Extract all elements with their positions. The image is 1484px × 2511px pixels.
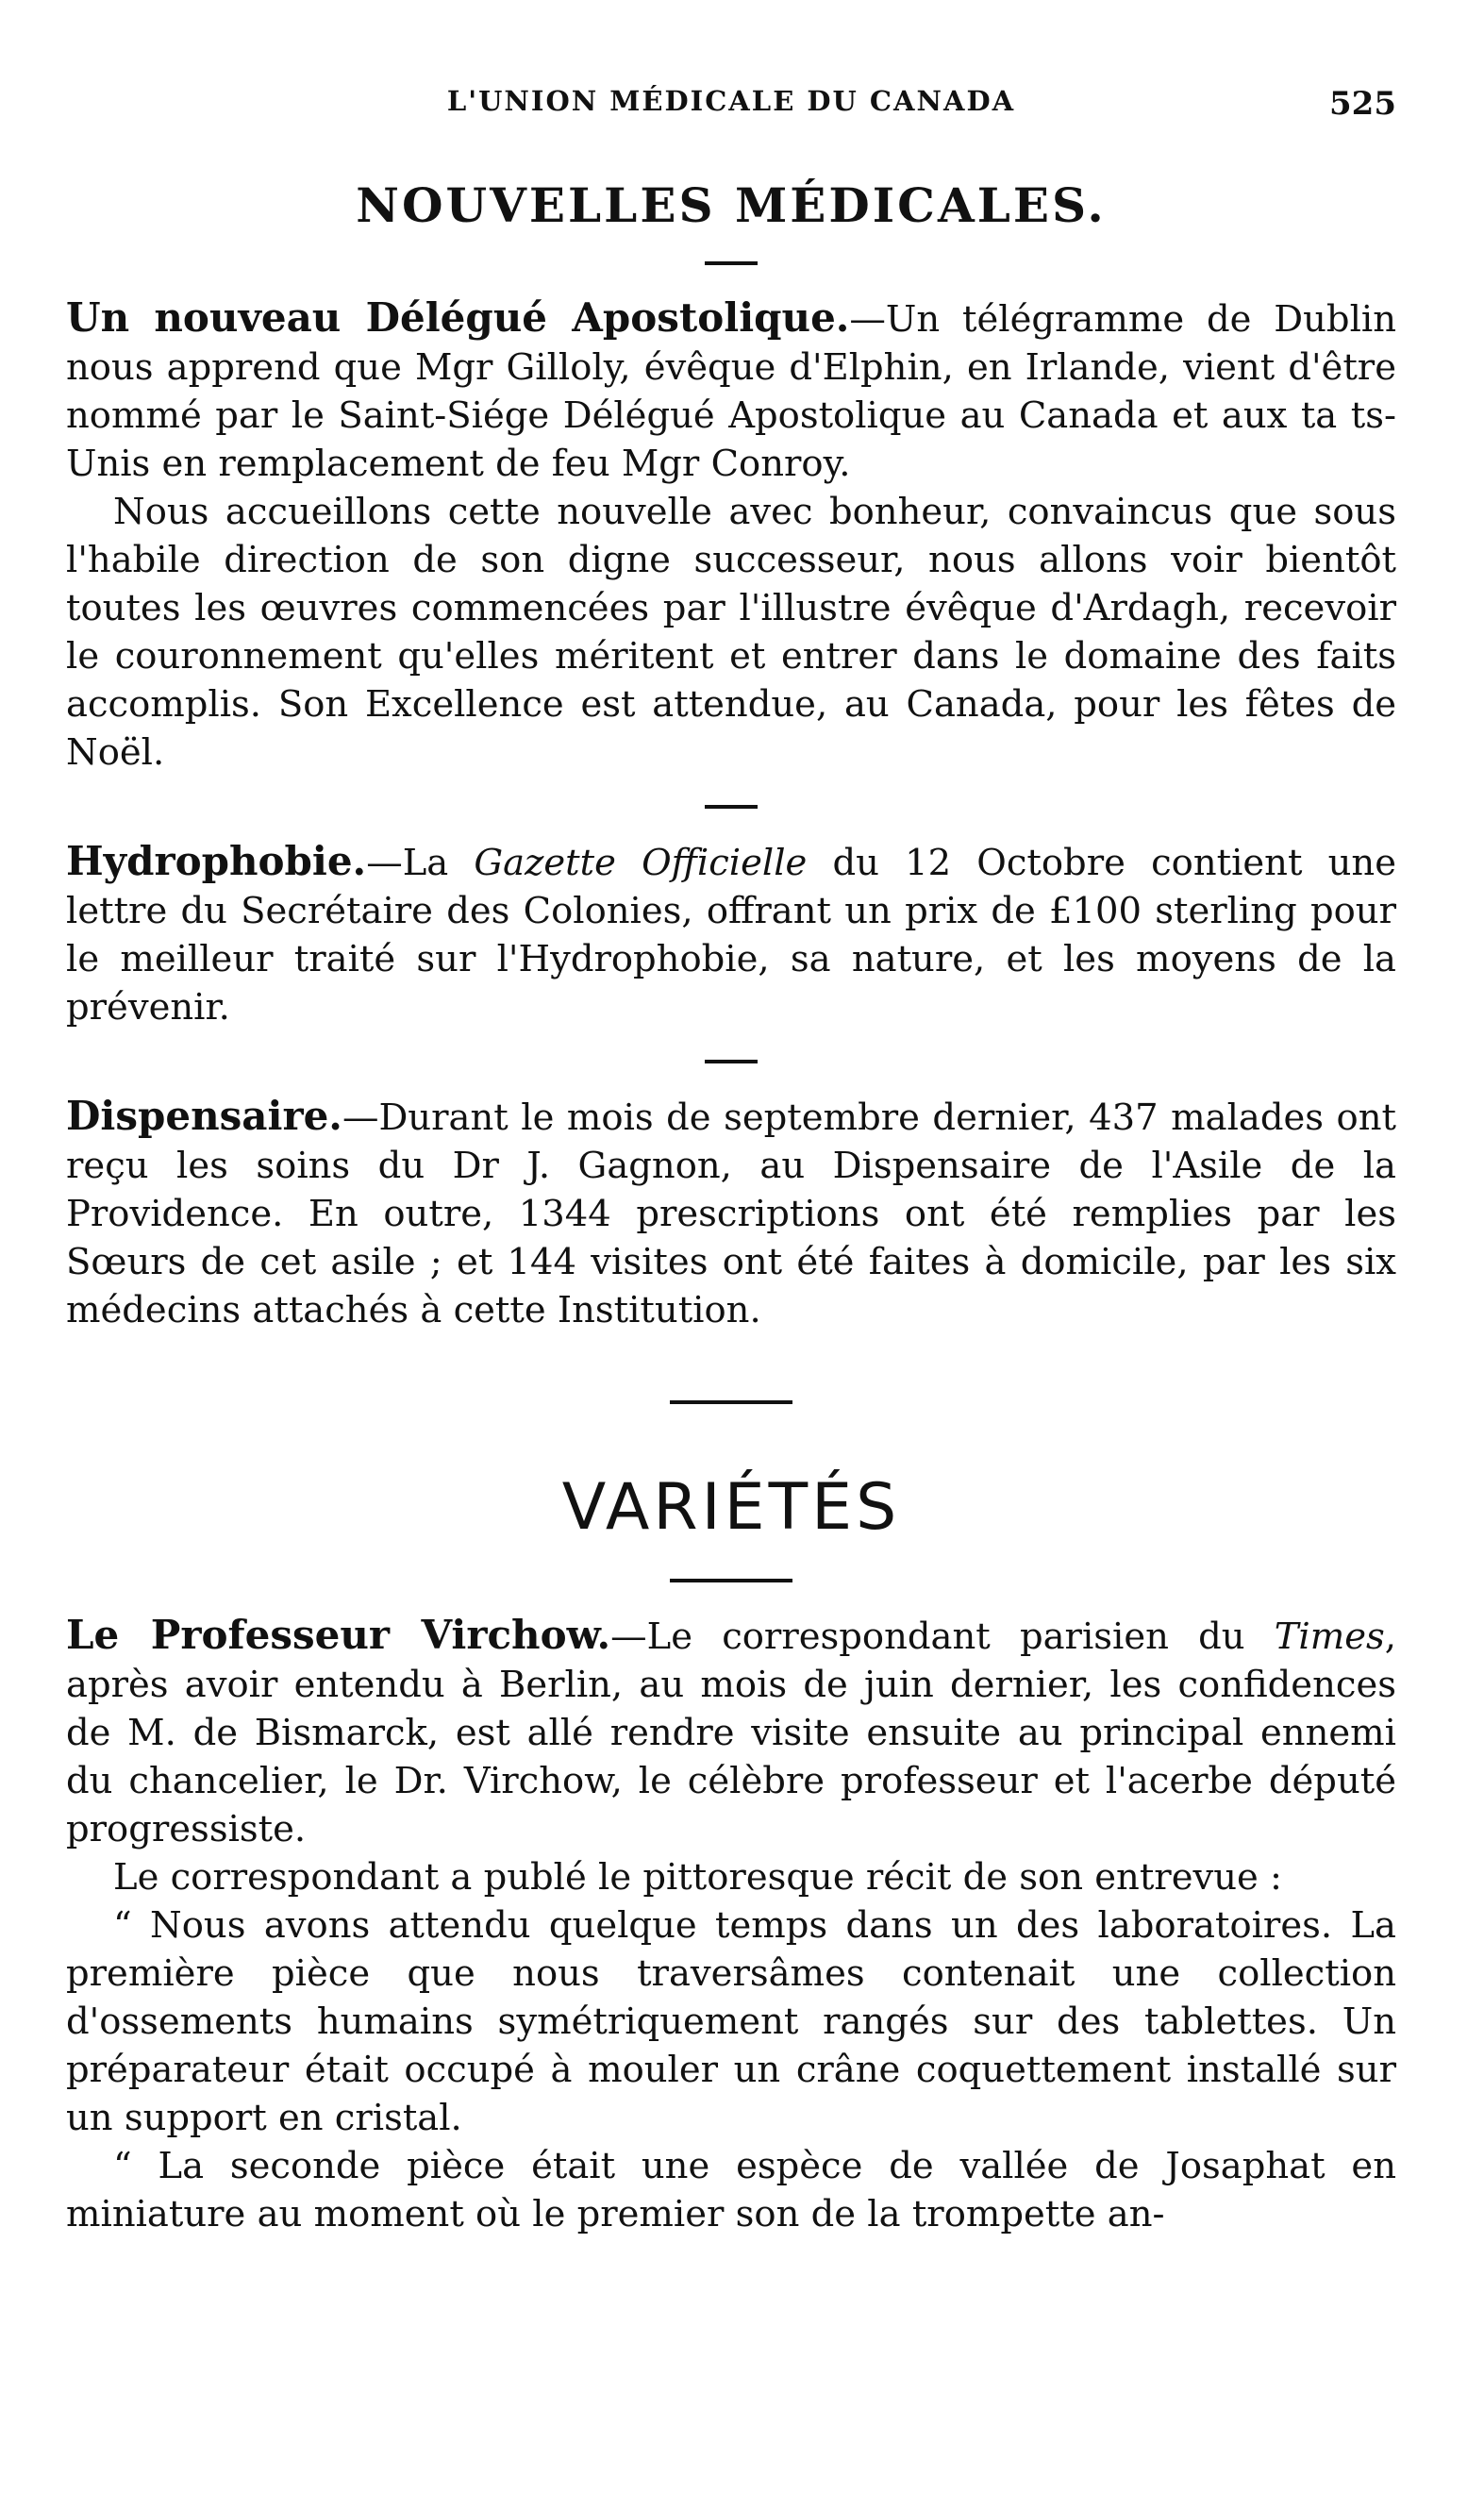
article-delegue-paragraph-2: Nous accueillons cette nouvelle avec bonheur, convaincus que sous l'habile direction de son digne successeur, nous allons voir bientôt toutes les œuvres commencées par l'illustre évêque d'Ardagh, recevoir le couronnement qu'elles méritent et entrer dans le domaine des faits accomplis. Son Excellence est attendue, au Canada, pour les fêtes de Noël. — [66, 491, 1396, 774]
article-dash — [705, 805, 758, 809]
article-heading-dispensaire: Dispensaire. — [66, 1093, 342, 1139]
article-dash — [705, 1060, 758, 1063]
hydrophobie-text-before: —La — [366, 842, 475, 884]
article-heading-virchow: Le Professeur Virchow. — [66, 1612, 611, 1658]
article-heading-delegue: Un nouveau Délégué Apostolique. — [66, 294, 850, 341]
journal-title: L'UNION MÉDICALE DU CANADA — [446, 85, 1016, 117]
article-hydrophobie-paragraph — [66, 837, 1396, 1031]
times-newspaper-title: Times — [1274, 1615, 1385, 1658]
hydrophobie-text-after: du 12 Octobre contient une lettre du Secrétaire des Colonies, offrant un prix de £100 sterling pour le meilleur traité sur l'Hydrophobie, sa nature, et les moyens de la prévenir. — [66, 842, 1397, 1029]
article-dispensaire-paragraph — [66, 1092, 1396, 1334]
article-heading-hydrophobie: Hydrophobie. — [66, 838, 367, 884]
dispensaire-text: —Durant le mois de septembre dernier, 437 malades ont reçu les soins du Dr J. Gagnon, au Dispensaire de l'Asile de la Providence. En outre, 1344 prescriptions ont été remplies par les Sœurs de cet asile ; et 144 visites ont été faites à domicile, par les six médecins attachés à cette Institution. — [66, 1096, 1396, 1331]
virchow-text-after-heading: —Le correspondant parisien du — [610, 1615, 1275, 1658]
section-separator-rule — [670, 1400, 792, 1404]
article-virchow-paragraph-2: Le correspondant a publé le pittoresque récit de son entrevue : — [113, 1856, 1283, 1899]
article-virchow-paragraph-4: “ La seconde pièce était une espèce de vallée de Josaphat en miniature au moment où le premier son de la trompette an- — [66, 2145, 1396, 2235]
article-virchow-paragraph-1 — [66, 1611, 1396, 1853]
document-page — [66, 85, 1396, 2238]
article-virchow-paragraph-3: “ Nous avons attendu quelque temps dans un des laboratoires. La première pièce que nous traversâmes contenait une collection d'ossements humains symétriquement rangés sur des tablettes. Un préparateur était occupé à mouler un crâne coquettement installé sur un support en cristal. — [66, 1904, 1396, 2139]
article-delegue-text-1: —Un télégramme de Dublin nous apprend que Mgr Gilloly, évêque d'Elphin, en Irlande, vient d'être nommé par le Saint-Siége Délégué Apostolique au Canada et aux ta ts-Unis en remplacement de feu Mgr Conroy. — [66, 298, 1396, 485]
section-dash — [705, 261, 758, 265]
virchow-text-1: , après avoir entendu à Berlin, au mois de juin dernier, les confidences de M. de Bismarck, est allé rendre visite ensuite au principal ennemi du chancelier, le Dr. Virchow, le célèbre professeur et l'acerbe député progressiste. — [66, 1615, 1396, 1850]
section-title-nouvelles: NOUVELLES MÉDICALES. — [356, 177, 1107, 233]
running-head — [66, 85, 1396, 142]
section-title-varietes: VARIÉTÉS — [561, 1470, 901, 1545]
section-title-underline — [670, 1579, 792, 1582]
gazette-officielle-title: Gazette Officielle — [474, 842, 808, 884]
article-delegue-paragraph-1 — [66, 293, 1396, 488]
page-number: 525 — [1329, 85, 1396, 123]
